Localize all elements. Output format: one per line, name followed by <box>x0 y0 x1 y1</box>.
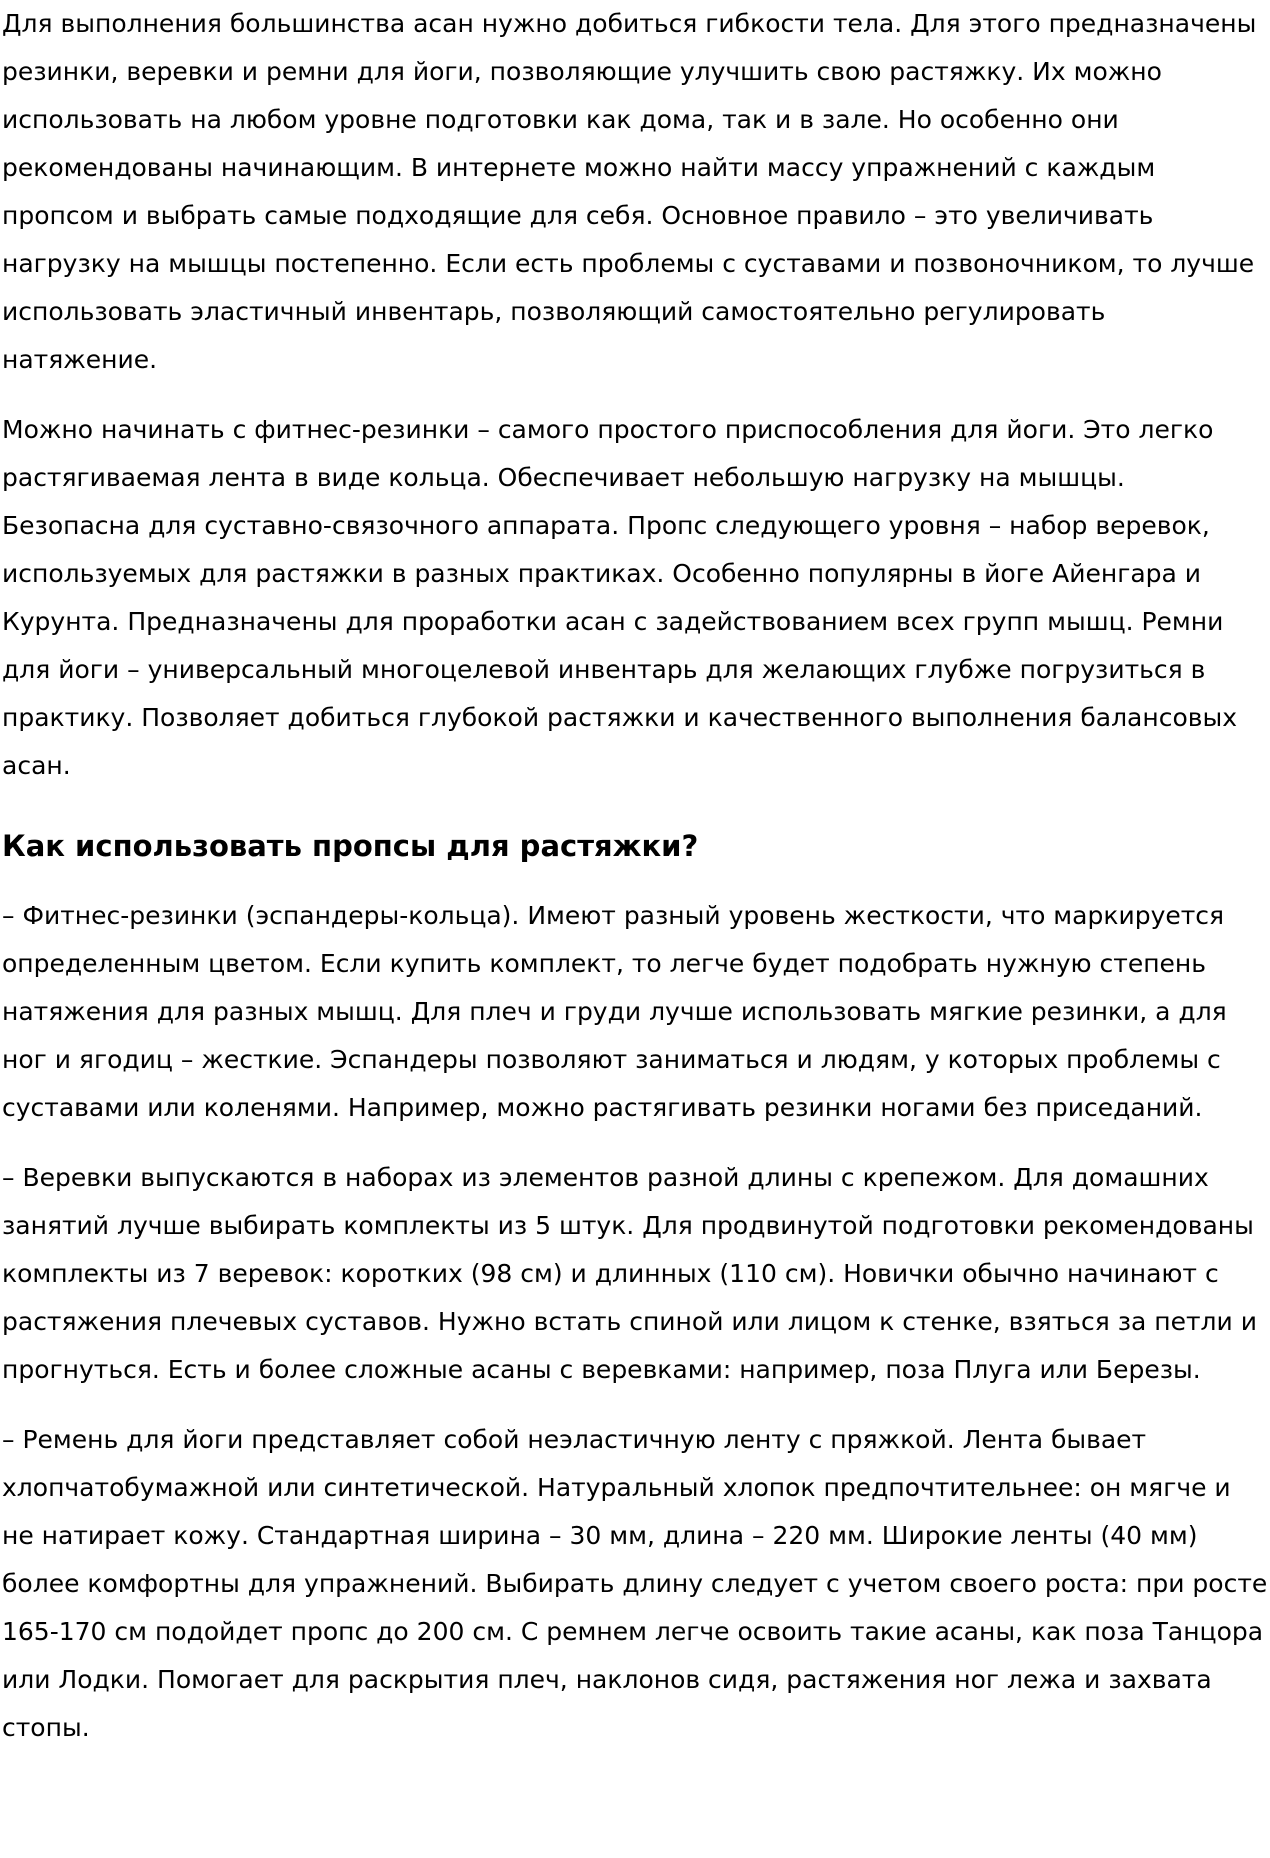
intro-paragraph-props-levels: Можно начинать с фитнес-резинки – самого простого приспособления для йоги. Это легко растягиваемая лента в виде кольца. Обеспечивает небольшую нагрузку на мышцы. Безопасна для суставно-связочного аппарата. Пропс следующего уровня – набор веревок, используемых для растяжки в разных практиках. Особенно популярны в йоге Айенгара и Курунта. Предназначены для проработки асан с задействованием всех групп мышц. Ремни для йоги – универсальный многоцелевой инвентарь для желающих глубже погрузиться в практику. Позволяет добиться глубокой растяжки и качественного выполнения балансовых асан. <box>2 415 1238 780</box>
usage-item-fitness-bands: – Фитнес-резинки (эспандеры-кольца). Имеют разный уровень жесткости, что маркируется определенным цветом. Если купить комплект, то легче будет подобрать нужную степень натяжения для разных мышц. Для плеч и груди лучше использовать мягкие резинки, а для ног и ягодиц – жесткие. Эспандеры позволяют заниматься и людям, у которых проблемы с суставами или коленями. Например, можно растягивать резинки ногами без приседаний. <box>2 901 1227 1122</box>
usage-item-yoga-strap: – Ремень для йоги представляет собой неэластичную ленту с пряжкой. Лента бывает хлопчатобумажной или синтетической. Натуральный хлопок предпочтительнее: он мягче и не натирает кожу. Стандартная ширина – 30 мм, длина – 220 мм. Широкие ленты (40 мм) более комфортны для упражнений. Выбирать длину следует с учетом своего роста: при росте 165-170 см подойдет пропс до 200 см. С ремнем легче освоить такие асаны, как поза Танцора или Лодки. Помогает для раскрытия плеч, наклонов сидя, растяжения ног лежа и захвата стопы. <box>2 1425 1268 1742</box>
section-heading-how-to-use-props: Как использовать пропсы для растяжки? <box>2 829 699 863</box>
usage-item-ropes: – Веревки выпускаются в наборах из элементов разной длины с крепежом. Для домашних занятий лучше выбирать комплекты из 5 штук. Для продвинутой подготовки рекомендованы комплекты из 7 веревок: коротких (98 см) и длинных (110 см). Новички обычно начинают с растяжения плечевых суставов. Нужно встать спиной или лицом к стенке, взяться за петли и прогнуться. Есть и более сложные асаны с веревками: например, поза Плуга или Березы. <box>2 1163 1257 1384</box>
intro-paragraph-flexibility: Для выполнения большинства асан нужно добиться гибкости тела. Для этого предназначены резинки, веревки и ремни для йоги, позволяющие улучшить свою растяжку. Их можно использовать на любом уровне подготовки как дома, так и в зале. Но особенно они рекомендованы начинающим. В интернете можно найти массу упражнений с каждым пропсом и выбрать самые подходящие для себя. Основное правило – это увеличивать нагрузку на мышцы постепенно. Если есть проблемы с суставами и позвоночником, то лучше использовать эластичный инвентарь, позволяющий самостоятельно регулировать натяжение. <box>2 9 1257 374</box>
